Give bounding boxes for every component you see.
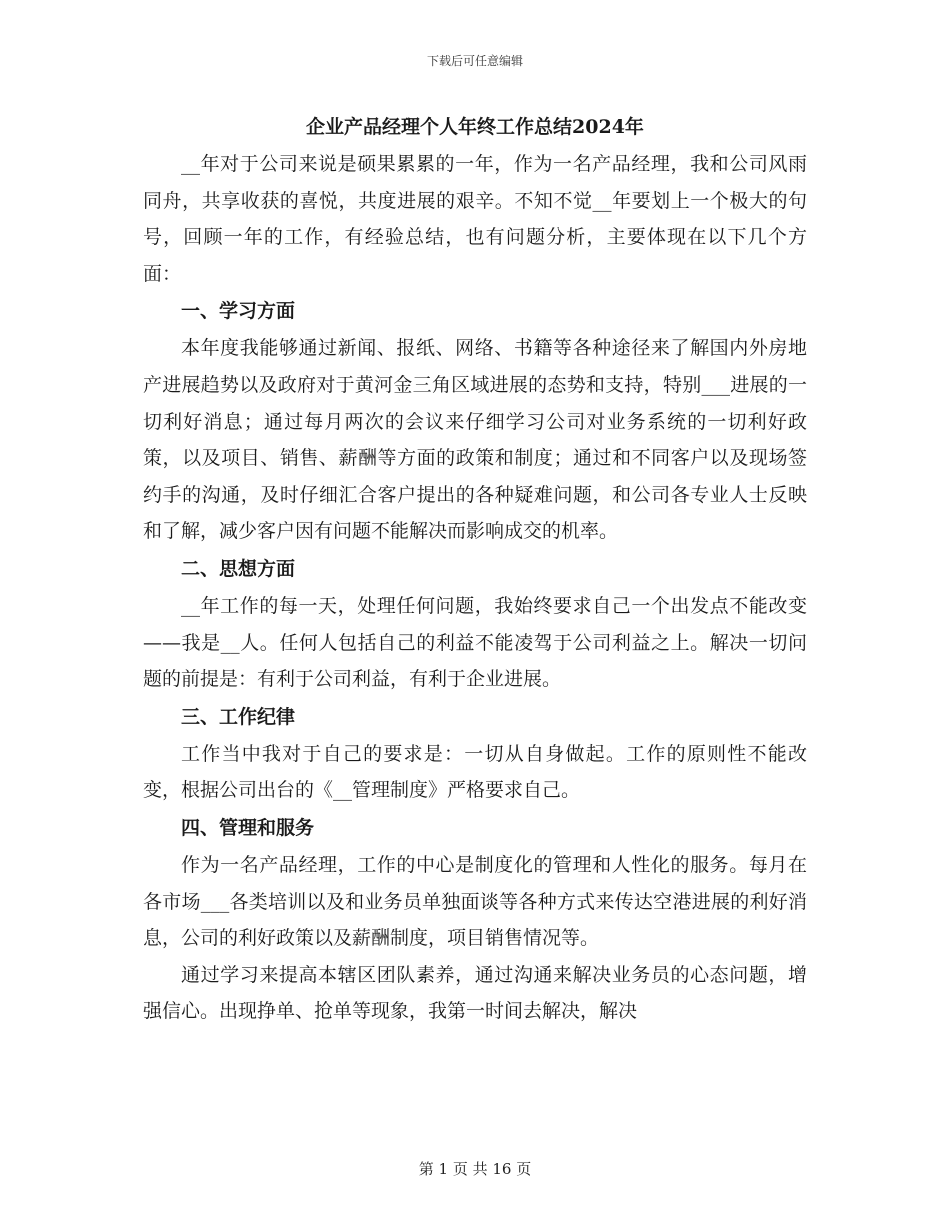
document-title: 企业产品经理个人年终工作总结2024年 [306, 116, 644, 138]
section-paragraph-thinking: __年工作的每一天，处理任何问题，我始终要求自己一个出发点不能改变——我是__人。任何人包括自己的利益不能凌驾于公司利益之上。解决一切问题的前提是：有利于公司利益，有利于企业进展。 [143, 594, 807, 691]
section-heading-management: 四、管理和服务 [181, 816, 315, 839]
section-heading-discipline: 三、工作纪律 [181, 705, 296, 728]
page-number: 第 1 页 共 16 页 [418, 1160, 532, 1178]
intro-paragraph: __年对于公司来说是硕果累累的一年，作为一名产品经理，我和公司风雨同舟，共享收获的喜悦，共度进展的艰辛。不知不觉__年要划上一个极大的句号，回顾一年的工作，有经验总结，也有问题分析，主要体现在以下几个方面： [143, 153, 807, 285]
section-paragraph-discipline: 工作当中我对于自己的要求是：一切从自身做起。工作的原则性不能改变，根据公司出台的《__管理制度》严格要求自己。 [143, 742, 807, 802]
document-body [143, 112, 807, 1030]
section-paragraph-management-1: 作为一名产品经理，工作的中心是制度化的管理和人性化的服务。每月在各市场___各类培训以及和业务员单独面谈等各种方式来传达空港进展的利好消息，公司的利好政策以及薪酬制度，项目销售情况等。 [143, 853, 807, 950]
section-heading-learning: 一、学习方面 [181, 300, 296, 323]
section-paragraph-learning: 本年度我能够通过新闻、报纸、网络、书籍等各种途径来了解国内外房地产进展趋势以及政府对于黄河金三角区域进展的态势和支持，特别___进展的一切利好消息；通过每月两次的会议来仔细学习公司对业务系统的一切利好政策，以及项目、销售、薪酬等方面的政策和制度；通过和不同客户以及现场签约手的沟通，及时仔细汇合客户提出的各种疑难问题，和公司各专业人士反映和了解，减少客户因有问题不能解决而影响成交的机率。 [143, 337, 807, 543]
section-paragraph-management-2: 通过学习来提高本辖区团队素养，通过沟通来解决业务员的心态问题，增强信心。出现挣单、抢单等现象，我第一时间去解决，解决 [143, 963, 807, 1023]
section-heading-thinking: 二、思想方面 [181, 557, 296, 580]
page-header-note: 下载后可任意编辑 [426, 54, 523, 68]
